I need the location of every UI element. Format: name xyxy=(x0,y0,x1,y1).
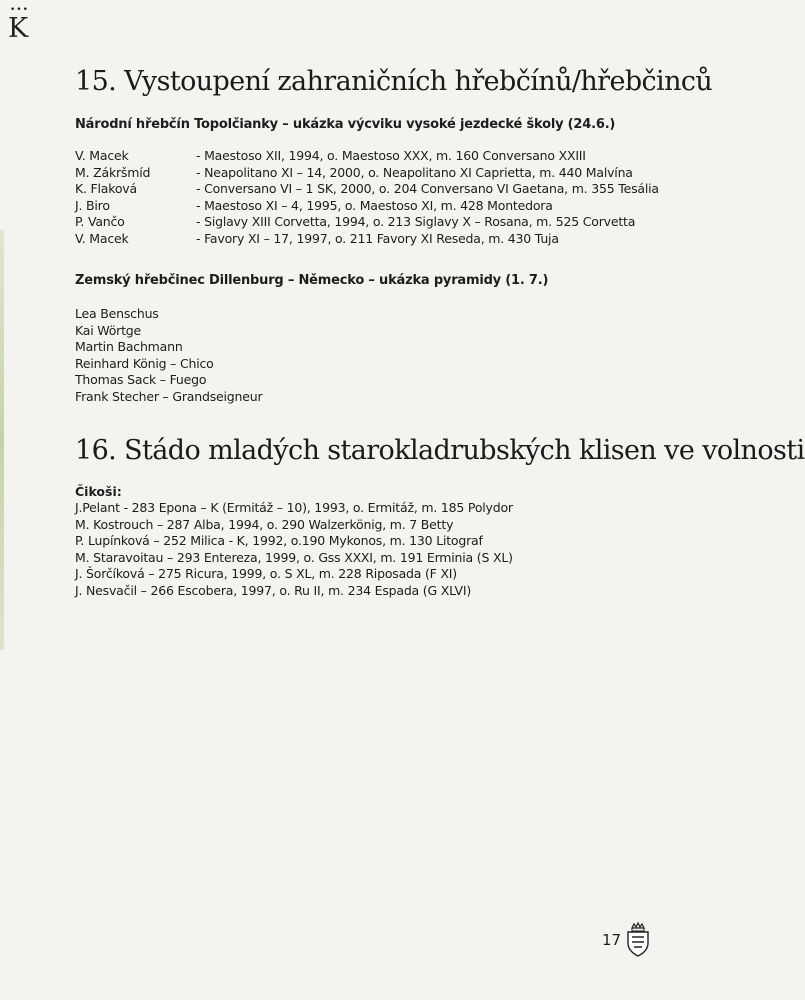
list-item: J.Pelant - 283 Epona – K (Ermitáž – 10), 1993, o. Ermitáž, m. 185 Polydor xyxy=(75,500,513,515)
horse-info: - Siglavy XIII Corvetta, 1994, o. 213 Siglavy X – Rosana, m. 525 Corvetta xyxy=(196,214,636,230)
crest-icon xyxy=(624,921,652,957)
page-number: 17 xyxy=(602,931,622,949)
horse-info: - Favory XI – 17, 1997, o. 211 Favory XI Reseda, m. 430 Tuja xyxy=(196,230,559,246)
list-item: Reinhard König – Chico xyxy=(75,355,214,371)
horse-info: - Neapolitano XI – 14, 2000, o. Neapolitano XI Caprietta, m. 440 Malvína xyxy=(196,164,633,180)
logo-dots: ••• xyxy=(10,5,29,15)
list-item xyxy=(75,181,659,198)
rider-name: V. Macek xyxy=(75,148,129,163)
list-item: J. Nesvačil – 266 Escobera, 1997, o. Ru II, m. 234 Espada (G XLVI) xyxy=(75,582,471,598)
ckosi-label: Čikoši: xyxy=(75,484,122,499)
topolcianky-heading: Národní hřebčín Topolčianky – ukázka výcviku vysoké jezdecké školy (24.6.) xyxy=(75,117,616,132)
topolcianky-list xyxy=(75,148,659,248)
list-item: Frank Stecher – Grandseigneur xyxy=(75,388,263,404)
list-item: M. Kostrouch – 287 Alba, 1994, o. 290 Walzerkönig, m. 7 Betty xyxy=(75,516,454,532)
logo-k-icon: K xyxy=(8,13,29,44)
rider-name: K. Flaková xyxy=(75,181,137,197)
page-edge-shadow xyxy=(0,230,4,650)
horse-info: - Maestoso XII, 1994, o. Maestoso XXX, m. 160 Conversano XXIII xyxy=(196,148,586,163)
list-item: Martin Bachmann xyxy=(75,339,183,355)
list-item: P. Lupínková – 252 Milica - K, 1992, o.190 Mykonos, m. 130 Litograf xyxy=(75,533,483,549)
list-item xyxy=(75,148,659,165)
list-item xyxy=(75,165,659,182)
dillenburg-heading: Zemský hřebčinec Dillenburg – Německo – ukázka pyramidy (1. 7.) xyxy=(75,273,549,288)
list-item xyxy=(75,198,659,215)
list-item xyxy=(75,214,659,231)
rider-name: M. Zákršmíd xyxy=(75,164,151,180)
rider-name: J. Biro xyxy=(75,197,110,213)
horse-info: - Conversano VI – 1 SK, 2000, o. 204 Conversano VI Gaetana, m. 355 Tesália xyxy=(196,181,659,197)
rider-name: P. Vančo xyxy=(75,214,125,230)
ckosi-list xyxy=(75,500,513,600)
section-15-title: 15. Vystoupení zahraničních hřebčínů/hřebčinců xyxy=(75,66,713,97)
list-item: Lea Benschus xyxy=(75,306,159,321)
list-item xyxy=(75,231,659,248)
section-16-title: 16. Stádo mladých starokladrubských klisen ve volnosti xyxy=(75,435,805,466)
list-item: Kai Wörtge xyxy=(75,322,142,338)
list-item: Thomas Sack – Fuego xyxy=(75,372,207,388)
dillenburg-list xyxy=(75,306,262,406)
list-item: M. Staravoitau – 293 Entereza, 1999, o. Gss XXXI, m. 191 Erminia (S XL) xyxy=(75,549,513,565)
rider-name: V. Macek xyxy=(75,230,129,246)
list-item: J. Šorčíková – 275 Ricura, 1999, o. S XL, m. 228 Riposada (F XI) xyxy=(75,566,457,582)
horse-info: - Maestoso XI – 4, 1995, o. Maestoso XI, m. 428 Montedora xyxy=(196,197,553,213)
